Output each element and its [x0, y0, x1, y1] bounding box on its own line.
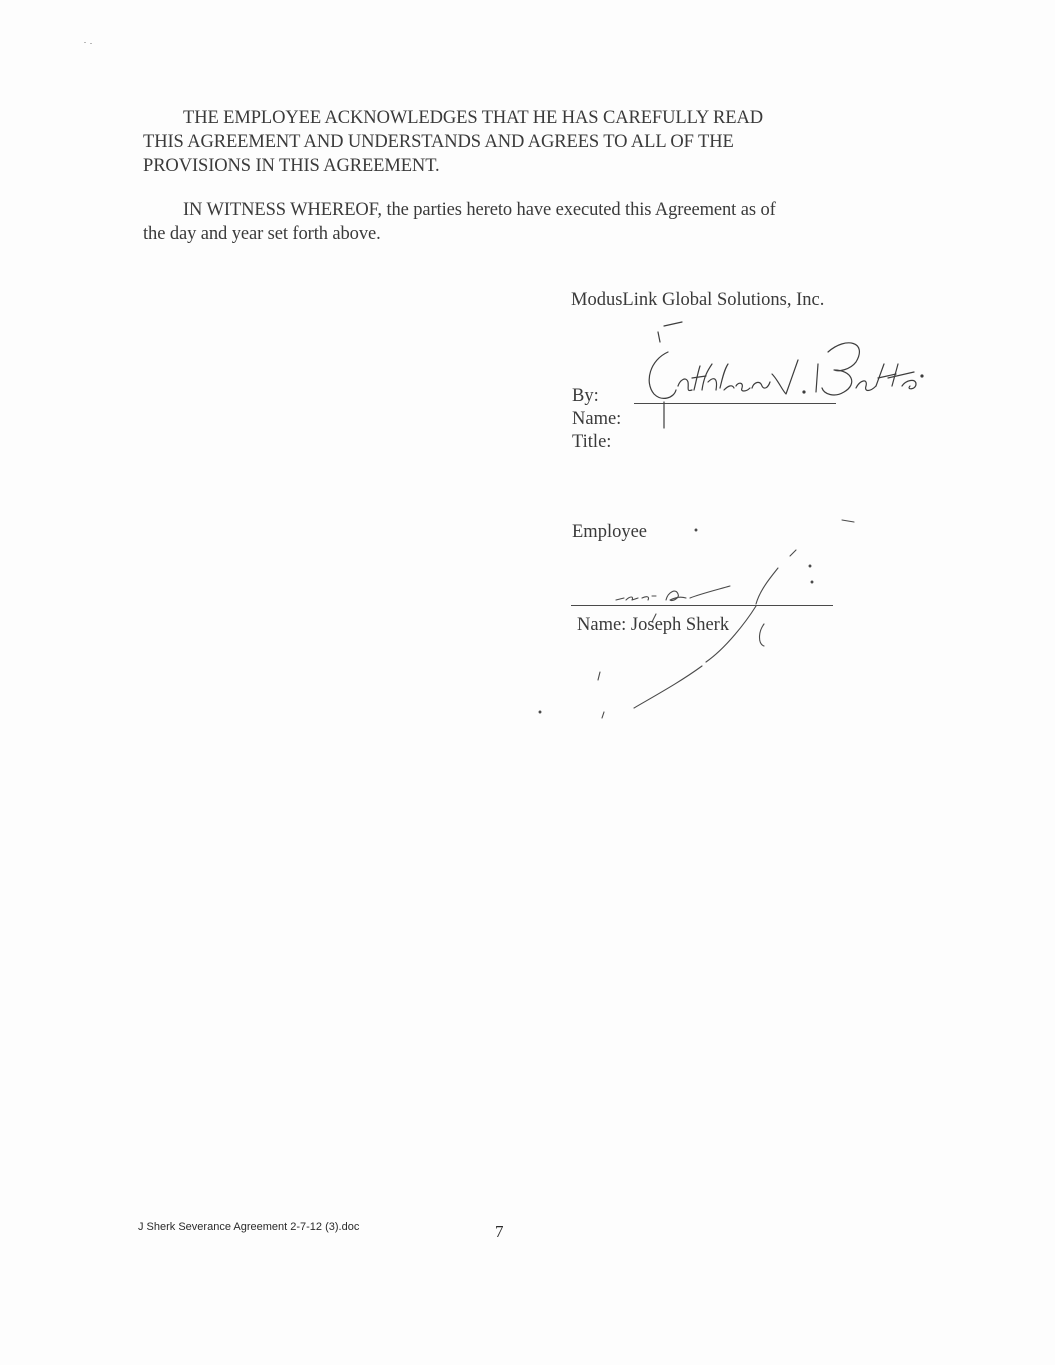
scan-speck — [84, 42, 86, 43]
acknowledgement-paragraph — [143, 106, 843, 178]
footer-document-name: J Sherk Severance Agreement 2-7-12 (3).doc — [138, 1221, 360, 1233]
employee-signature-line — [571, 605, 833, 606]
witness-paragraph — [143, 198, 863, 246]
page-number: 7 — [495, 1222, 504, 1241]
witness-line: IN WITNESS WHEREOF, the parties hereto have executed this Agreement as of — [183, 200, 776, 220]
company-signature — [620, 320, 940, 430]
company-signature-line — [634, 403, 836, 404]
name-label: Name: — [572, 409, 622, 429]
witness-line: the day and year set forth above. — [143, 224, 381, 244]
employee-name-line: Name: Joseph Sherk — [577, 615, 730, 635]
title-label: Title: — [572, 432, 612, 452]
employee-label: Employee — [572, 522, 648, 542]
scan-speck — [90, 43, 92, 44]
by-label: By: — [572, 386, 599, 406]
acknowledgement-line: PROVISIONS IN THIS AGREEMENT. — [143, 156, 440, 176]
acknowledgement-line: THE EMPLOYEE ACKNOWLEDGES THAT HE HAS CAREFULLY READ — [183, 108, 763, 128]
company-name: ModusLink Global Solutions, Inc. — [571, 290, 825, 310]
acknowledgement-line: THIS AGREEMENT AND UNDERSTANDS AND AGREES TO ALL OF THE — [143, 132, 734, 152]
